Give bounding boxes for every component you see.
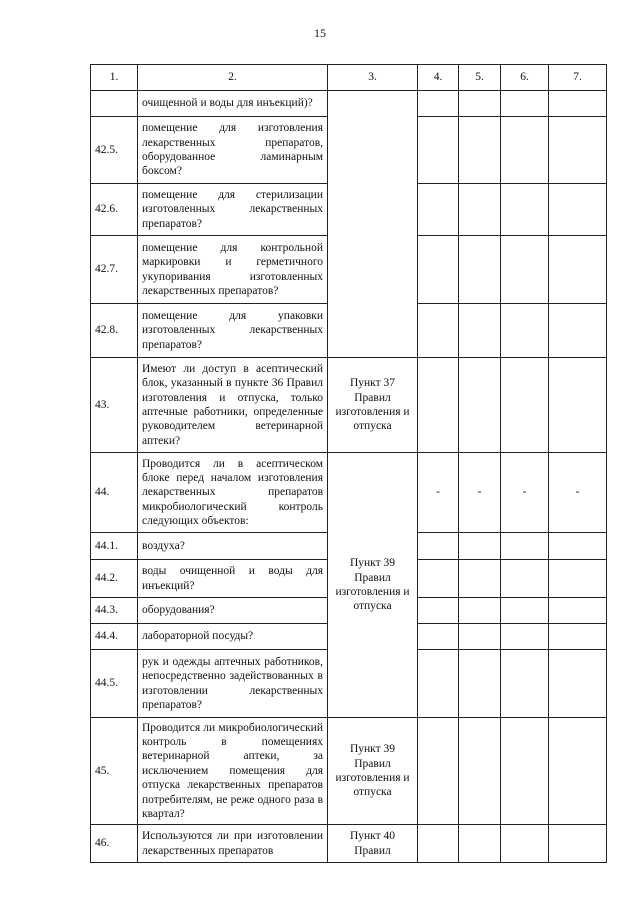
answer-yes-cell[interactable] (418, 598, 459, 624)
item-number: 42.6. (91, 184, 138, 236)
answer-no-cell[interactable] (459, 560, 501, 598)
answer-yes-cell[interactable] (418, 184, 459, 236)
note-cell[interactable] (549, 533, 607, 560)
answer-yes-cell[interactable] (418, 560, 459, 598)
item-number: 43. (91, 358, 138, 453)
answer-no-cell[interactable] (459, 650, 501, 718)
table-row (91, 358, 607, 453)
answer-na-cell[interactable] (501, 236, 549, 304)
answer-yes-cell[interactable] (418, 825, 459, 863)
note-cell[interactable] (549, 184, 607, 236)
answer-na-cell[interactable] (501, 91, 549, 117)
answer-na-cell[interactable] (501, 533, 549, 560)
dash-mark: - (459, 453, 501, 533)
item-question: очищенной и воды для инъекций)? (138, 91, 328, 117)
answer-yes-cell[interactable] (418, 358, 459, 453)
answer-na-cell[interactable] (501, 598, 549, 624)
legal-reference: Пункт 37 Правил изготовления и отпуска (328, 358, 418, 453)
note-cell[interactable] (549, 624, 607, 650)
answer-yes-cell[interactable] (418, 624, 459, 650)
item-number: 42.7. (91, 236, 138, 304)
item-question: воздуха? (138, 533, 328, 560)
answer-no-cell[interactable] (459, 825, 501, 863)
answer-no-cell[interactable] (459, 184, 501, 236)
answer-no-cell[interactable] (459, 304, 501, 358)
note-cell[interactable] (549, 825, 607, 863)
item-question: Имеют ли доступ в асептический блок, указанный в пункте 36 Правил изготовления и отпуска, только аптечные работники, определенные руководителем ветеринарной аптеки? (138, 358, 328, 453)
checklist-table (90, 64, 607, 863)
item-question: оборудования? (138, 598, 328, 624)
note-cell[interactable] (549, 236, 607, 304)
dash-mark: - (549, 453, 607, 533)
answer-no-cell[interactable] (459, 533, 501, 560)
answer-na-cell[interactable] (501, 718, 549, 825)
item-question: Используются ли при изготовлении лекарственных препаратов (138, 825, 328, 863)
answer-no-cell[interactable] (459, 236, 501, 304)
answer-na-cell[interactable] (501, 624, 549, 650)
answer-yes-cell[interactable] (418, 236, 459, 304)
answer-yes-cell[interactable] (418, 304, 459, 358)
dash-mark: - (418, 453, 459, 533)
note-cell[interactable] (549, 560, 607, 598)
answer-no-cell[interactable] (459, 598, 501, 624)
item-number: 44.2. (91, 560, 138, 598)
note-cell[interactable] (549, 650, 607, 718)
dash-mark: - (501, 453, 549, 533)
item-number (91, 91, 138, 117)
item-number: 42.5. (91, 117, 138, 184)
answer-no-cell[interactable] (459, 91, 501, 117)
item-number: 44.4. (91, 624, 138, 650)
table-row (91, 825, 607, 863)
item-question: помещение для контрольной маркировки и герметичного укупоривания изготовленных лекарственных препаратов? (138, 236, 328, 304)
answer-na-cell[interactable] (501, 560, 549, 598)
note-cell[interactable] (549, 117, 607, 184)
answer-yes-cell[interactable] (418, 117, 459, 184)
header-cell: 4. (418, 65, 459, 91)
item-question: помещение для упаковки изготовленных лекарственных препаратов? (138, 304, 328, 358)
item-number: 46. (91, 825, 138, 863)
header-cell: 6. (501, 65, 549, 91)
answer-yes-cell[interactable] (418, 91, 459, 117)
note-cell[interactable] (549, 304, 607, 358)
item-question: лабораторной посуды? (138, 624, 328, 650)
item-number: 42.8. (91, 304, 138, 358)
note-cell[interactable] (549, 718, 607, 825)
answer-na-cell[interactable] (501, 650, 549, 718)
item-question: помещение для стерилизации изготовленных лекарственных препаратов? (138, 184, 328, 236)
answer-na-cell[interactable] (501, 825, 549, 863)
header-cell: 7. (549, 65, 607, 91)
table-row (91, 453, 607, 533)
page-number: 15 (314, 26, 326, 40)
header-cell: 3. (328, 65, 418, 91)
item-number: 44.5. (91, 650, 138, 718)
answer-na-cell[interactable] (501, 117, 549, 184)
legal-reference: Пункт 39 Правил изготовления и отпуска (328, 453, 418, 718)
answer-na-cell[interactable] (501, 358, 549, 453)
answer-no-cell[interactable] (459, 718, 501, 825)
header-row (91, 65, 607, 91)
note-cell[interactable] (549, 598, 607, 624)
header-cell: 2. (138, 65, 328, 91)
item-number: 45. (91, 718, 138, 825)
answer-yes-cell[interactable] (418, 718, 459, 825)
note-cell[interactable] (549, 358, 607, 453)
item-question: воды очищенной и воды для инъекций? (138, 560, 328, 598)
item-question: рук и одежды аптечных работников, непосредственно задействованных в изготовлении лекарственных препаратов? (138, 650, 328, 718)
item-number: 44. (91, 453, 138, 533)
answer-no-cell[interactable] (459, 117, 501, 184)
legal-reference: Пункт 39 Правил изготовления и отпуска (328, 718, 418, 825)
table-row (91, 91, 607, 117)
answer-yes-cell[interactable] (418, 650, 459, 718)
item-question: Проводится ли в асептическом блоке перед началом изготовления лекарственных препаратов микробиологический контроль следующих объектов: (138, 453, 328, 533)
header-cell: 1. (91, 65, 138, 91)
answer-no-cell[interactable] (459, 358, 501, 453)
answer-yes-cell[interactable] (418, 533, 459, 560)
note-cell[interactable] (549, 91, 607, 117)
item-question: Проводится ли микробиологический контроль в помещениях ветеринарной аптеки, за исключением помещения для отпуска лекарственных препаратов потребителям, не реже одного раза в квартал? (138, 718, 328, 825)
legal-reference: Пункт 40 Правил (328, 825, 418, 863)
item-question: помещение для изготовления лекарственных препаратов, оборудованное ламинарным боксом? (138, 117, 328, 184)
answer-na-cell[interactable] (501, 184, 549, 236)
answer-na-cell[interactable] (501, 304, 549, 358)
item-number: 44.3. (91, 598, 138, 624)
item-number: 44.1. (91, 533, 138, 560)
table-row (91, 718, 607, 825)
answer-no-cell[interactable] (459, 624, 501, 650)
header-cell: 5. (459, 65, 501, 91)
legal-reference-empty (328, 91, 418, 358)
